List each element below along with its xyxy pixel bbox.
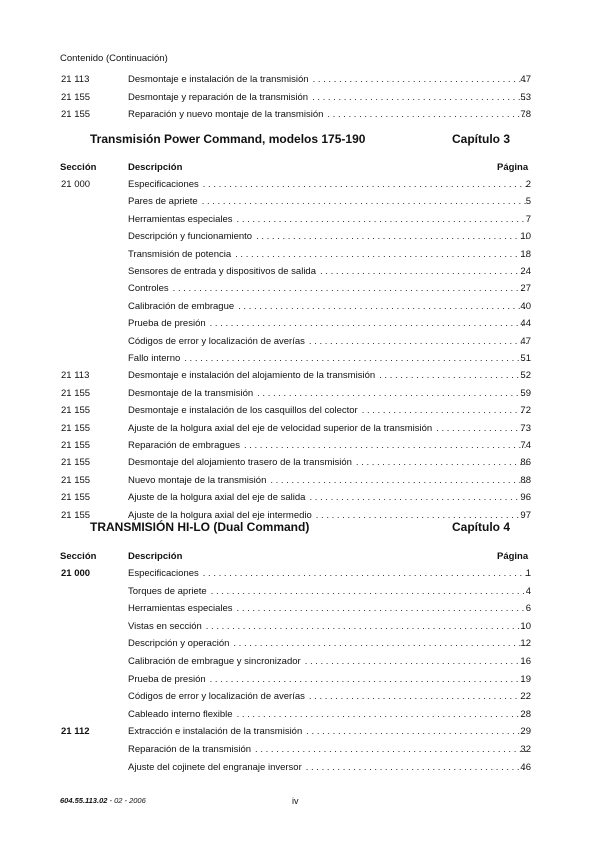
toc-row-section: 21 155 [61,440,91,451]
toc-row-title: Códigos de error y localización de averías [128,691,305,703]
toc-row-title: Ajuste de la holgura axial del eje de velocidad superior de la transmisión [128,422,433,434]
toc-row-title: Reparación y nuevo montaje de la transmisión [128,109,324,120]
toc-row-title: Códigos de error y localización de averías [128,335,305,347]
toc-row-page: 7 [525,213,531,225]
toc-row-section: 21 000 [61,568,91,579]
toc-row-description [128,107,531,123]
toc-row-leader [309,334,527,350]
toc-row-page: 24 [520,266,531,277]
toc-row-page: 96 [520,492,531,504]
toc-row-leader [356,455,527,471]
chapter3-col-section: Sección [60,162,97,173]
toc-row-page: 4 [525,585,531,597]
toc-row-leader [210,672,527,688]
toc-row-leader [210,316,527,332]
toc-row-leader [270,473,527,489]
toc-row-leader [173,281,527,297]
toc-row-leader [184,351,527,367]
toc-row-page: 5 [525,196,531,208]
toc-row-title: Desmontaje e instalación del alojamiento de la transmisión [128,370,376,382]
toc-row-description [128,90,531,106]
toc-row-description [128,455,531,471]
toc-row-description [128,707,531,723]
toc-row [0,386,595,402]
toc-row-page: 46 [520,761,531,773]
toc-row-description [128,490,531,506]
toc-row [0,229,595,245]
toc-row-leader [203,177,527,193]
toc-row-page: 74 [520,440,531,451]
toc-row-leader [211,584,527,600]
toc-row-page: 19 [520,673,531,685]
toc-row-section: 21 155 [61,457,91,469]
toc-row-title: Extracción e instalación de la transmisión [128,726,303,738]
toc-row-title: Desmontaje y reparación de la transmisión [128,91,309,103]
toc-row-description [128,299,531,315]
toc-row-page: 1 [525,568,531,579]
toc-row [0,672,595,688]
toc-row-title: Vistas en sección [128,620,202,632]
toc-row [0,724,595,740]
toc-row-page: 10 [520,620,531,632]
toc-row [0,351,595,367]
toc-row-title: Herramientas especiales [128,213,233,225]
toc-row-page: 10 [520,231,531,243]
toc-row-title: Sensores de entrada y dispositivos de salida [128,266,317,277]
toc-row-title: Desmontaje e instalación de la transmisión [128,74,309,85]
toc-row-page: 27 [520,283,531,295]
toc-row-leader [305,654,527,670]
toc-row-leader [306,724,527,740]
toc-row-leader [237,212,527,228]
toc-row-section: 21 155 [61,109,91,120]
toc-row-page: 12 [520,638,531,650]
toc-row-title: Reparación de la transmisión [128,744,252,755]
toc-row-page: 44 [520,318,531,330]
toc-row [0,281,595,297]
toc-row [0,742,595,758]
toc-row [0,299,595,315]
chapter4-number: Capítulo 4 [452,520,511,534]
toc-row-page: 29 [520,726,531,738]
toc-row-leader [233,636,527,652]
toc-row-description [128,247,531,263]
toc-row-title: Desmontaje del alojamiento trasero de la transmisión [128,457,352,469]
toc-row-leader [203,566,527,582]
toc-row-section: 21 155 [61,91,91,103]
toc-row-leader [255,742,527,758]
toc-row [0,316,595,332]
toc-row-description [128,636,531,652]
toc-row-description [128,724,531,740]
toc-row-section: 21 155 [61,387,91,399]
toc-row [0,368,595,384]
toc-row [0,177,595,193]
toc-row-title: Desmontaje e instalación de los casquillos del colector [128,405,358,417]
chapter4-col-section: Sección [60,551,97,562]
toc-row-description [128,584,531,600]
toc-row-leader [309,689,527,705]
toc-row-page: 52 [520,370,531,382]
toc-row-section: 21 000 [61,179,91,190]
toc-row [0,334,595,350]
toc-row-description [128,760,531,776]
toc-row-page: 73 [520,422,531,434]
toc-row-page: 53 [520,91,531,103]
toc-row-title: Cableado interno flexible [128,708,233,720]
toc-row-description [128,334,531,350]
toc-row-title: Torques de apriete [128,585,207,597]
toc-row [0,107,595,123]
toc-row [0,455,595,471]
chapter3-number: Capítulo 3 [452,132,511,146]
toc-row-leader [320,264,527,280]
toc-row-description [128,654,531,670]
toc-row-section: 21 155 [61,474,91,486]
footer-doc-number: 604.55.113.02 [60,796,108,805]
toc-row-leader [235,247,527,263]
toc-row-description [128,351,531,367]
toc-row-leader [238,299,527,315]
toc-row-title: Transmisión de potencia [128,248,232,260]
toc-row-description [128,194,531,210]
chapter4-col-page: Página [497,551,529,562]
toc-row-description [128,229,531,245]
toc-row-leader [327,107,527,123]
toc-row-description [128,742,531,758]
toc-row-description [128,212,531,228]
toc-row [0,438,595,454]
toc-row-page: 78 [520,109,531,120]
toc-row-leader [237,707,527,723]
toc-row-description [128,672,531,688]
toc-row-page: 22 [520,691,531,703]
toc-row-leader [312,90,527,106]
toc-row-description [128,386,531,402]
toc-row [0,707,595,723]
toc-row-leader [202,194,527,210]
chapter3-col-description: Descripción [128,162,183,173]
toc-row-title: Desmontaje de la transmisión [128,387,254,399]
toc-row-page: 72 [520,405,531,417]
toc-row [0,194,595,210]
toc-row-page: 2 [525,179,531,190]
toc-row-title: Especificaciones [128,568,199,579]
toc-row-title: Prueba de presión [128,673,206,685]
toc-row [0,584,595,600]
toc-row-page: 6 [525,603,531,615]
toc-row-page: 88 [520,474,531,486]
toc-row-title: Pares de apriete [128,196,198,208]
footer-page-number: iv [292,796,299,806]
toc-row-page: 28 [520,708,531,720]
toc-row [0,689,595,705]
toc-row-description [128,281,531,297]
toc-row-description [128,473,531,489]
toc-row-section: 21 155 [61,492,91,504]
toc-row-description [128,316,531,332]
toc-row-page: 16 [520,656,531,667]
page-header: Contenido (Continuación) [60,53,168,64]
toc-row-description [128,619,531,635]
toc-row-title: Reparación de embragues [128,440,240,451]
toc-row-title: Calibración de embrague [128,300,235,312]
toc-row-page: 97 [520,509,531,521]
toc-row-title: Herramientas especiales [128,603,233,615]
toc-row-title: Ajuste del cojinete del engranaje inversor [128,761,302,773]
toc-row-page: 47 [520,74,531,85]
footer-doc-ref [60,796,146,805]
toc-row [0,654,595,670]
toc-row [0,636,595,652]
toc-row [0,72,595,88]
toc-row-description [128,264,531,280]
toc-row-description [128,438,531,454]
toc-row-page: 47 [520,335,531,347]
toc-row-leader [256,229,527,245]
toc-row-leader [313,72,527,88]
toc-row-title: Prueba de presión [128,318,206,330]
toc-row-leader [237,601,527,617]
toc-row-description [128,368,531,384]
toc-row-title: Controles [128,283,169,295]
toc-row-title: Calibración de embrague y sincronizador [128,656,301,667]
chapter3-col-page: Página [497,162,529,173]
toc-row [0,421,595,437]
toc-row-title: Fallo interno [128,353,181,364]
footer-date: - 02 - 2006 [107,796,146,805]
toc-row-description [128,72,531,88]
toc-row-section: 21 155 [61,509,91,521]
toc-row-section: 21 113 [61,74,90,85]
chapter4-title: TRANSMISIÓN HI-LO (Dual Command) [90,520,310,534]
toc-row-page: 40 [520,300,531,312]
toc-row [0,403,595,419]
toc-row-description [128,421,531,437]
toc-row-section: 21 155 [61,405,91,417]
toc-row-page: 18 [520,248,531,260]
toc-row-title: Ajuste de la holgura axial del eje de salida [128,492,306,504]
toc-row-description [128,403,531,419]
toc-row [0,566,595,582]
toc-row-section: 21 113 [61,370,90,382]
toc-row [0,90,595,106]
toc-row-leader [244,438,527,454]
toc-row [0,760,595,776]
toc-row-leader [362,403,527,419]
toc-row [0,601,595,617]
toc-row [0,619,595,635]
toc-row [0,490,595,506]
toc-row-leader [206,619,527,635]
toc-row-description [128,566,531,582]
toc-row-description [128,689,531,705]
toc-row-leader [306,760,527,776]
toc-row [0,264,595,280]
toc-row-page: 51 [520,353,531,364]
toc-row-title: Ajuste de la holgura axial del eje intermedio [128,509,312,521]
toc-row-title: Especificaciones [128,179,199,190]
toc-row-section: 21 155 [61,422,91,434]
toc-row [0,247,595,263]
toc-row-leader [309,490,527,506]
toc-row-title: Nuevo montaje de la transmisión [128,474,267,486]
toc-row-description [128,177,531,193]
toc-row-leader [257,386,527,402]
toc-row-title: Descripción y operación [128,638,230,650]
toc-row-leader [379,368,527,384]
toc-row-title: Descripción y funcionamiento [128,231,253,243]
toc-row [0,212,595,228]
toc-row-section: 21 112 [61,726,90,738]
chapter3-title: Transmisión Power Command, modelos 175-190 [90,132,366,146]
toc-row-description [128,601,531,617]
chapter4-col-description: Descripción [128,551,183,562]
toc-row-page: 59 [520,387,531,399]
toc-row [0,473,595,489]
toc-row-page: 32 [520,744,531,755]
toc-row-page: 86 [520,457,531,469]
